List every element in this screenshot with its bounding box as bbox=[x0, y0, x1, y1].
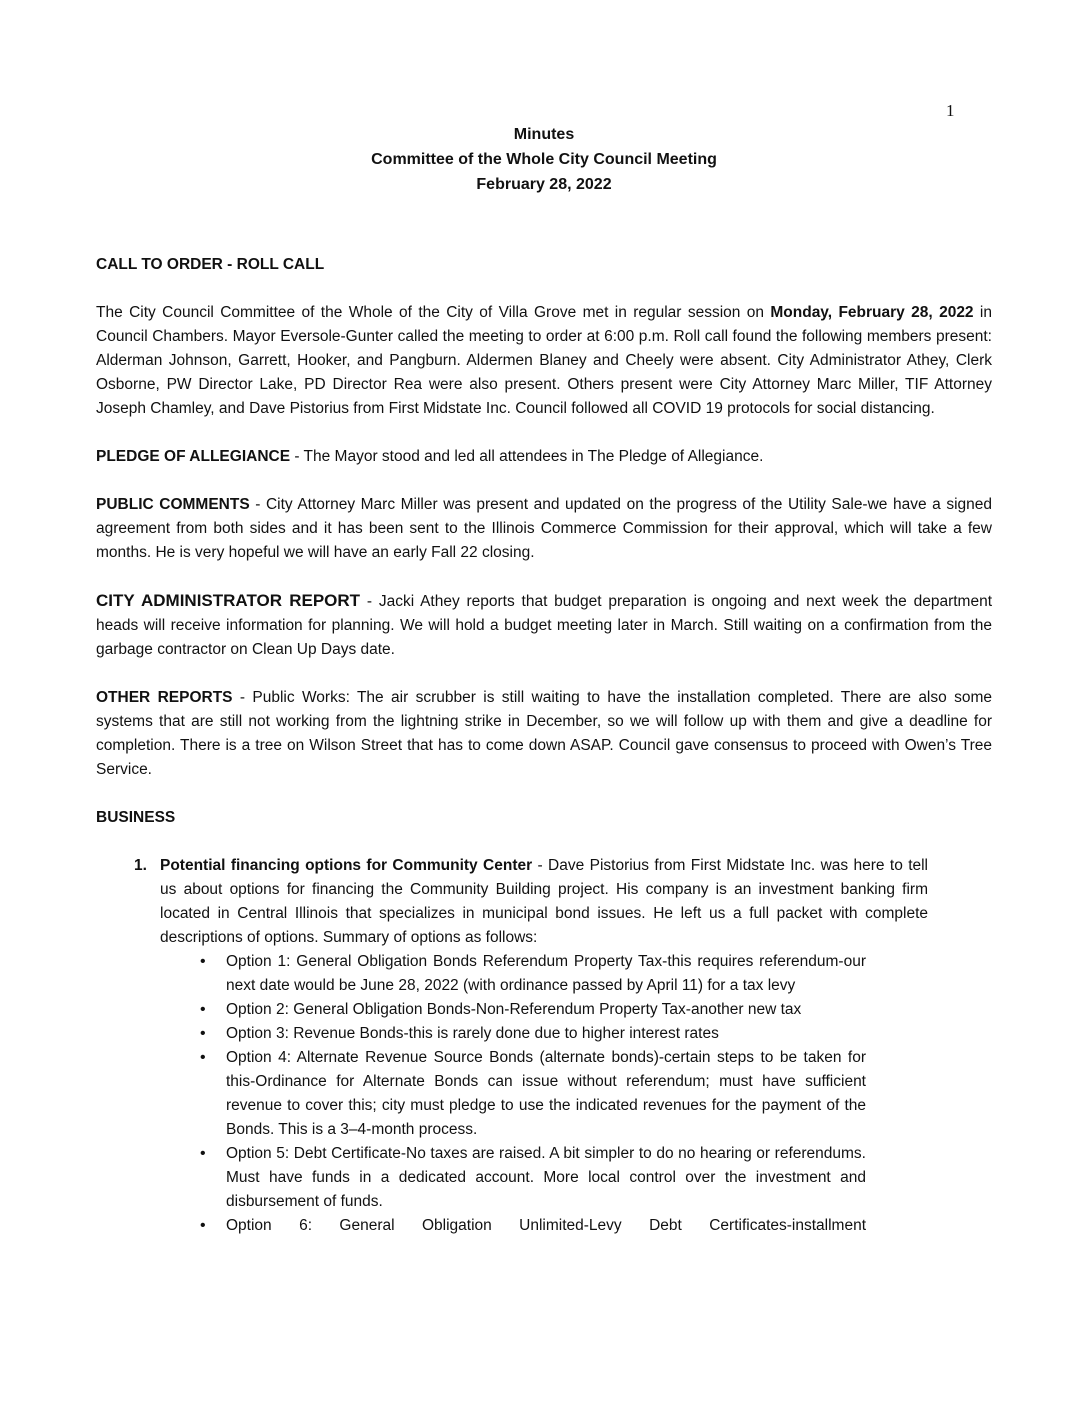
other-reports-label: OTHER REPORTS bbox=[96, 689, 233, 706]
business-item bbox=[134, 854, 929, 1238]
city-admin-report-paragraph bbox=[96, 589, 992, 662]
option-item: • Option 6: General Obligation Unlimited-Levy Debt Certificates-installment bbox=[226, 1214, 866, 1238]
call-to-order-paragraph bbox=[96, 301, 992, 421]
meeting-date-bold: Monday, February 28, 2022 bbox=[770, 304, 974, 321]
other-reports-paragraph bbox=[96, 686, 992, 782]
city-admin-report-text: - Jacki Athey reports that budget preparation is ongoing and next week the department heads will receive information for planning. We will hold a budget meeting later in March. Still waiting on a confirmation from the garbage contractor on Clean Up Days date. bbox=[96, 593, 992, 658]
minutes-body bbox=[96, 253, 992, 1238]
public-comments-paragraph bbox=[96, 493, 992, 565]
business-list bbox=[96, 854, 992, 1238]
page-number: 1 bbox=[946, 101, 955, 120]
document-title bbox=[0, 122, 1088, 197]
title-line-2: Committee of the Whole City Council Meeting bbox=[371, 151, 717, 168]
other-reports-text: - Public Works: The air scrubber is still waiting to have the installation completed. There are also some systems that are still not working from the lightning strike in December, so we will follow up with them and give a deadline for completion. There is a tree on Wilson Street that has to come down ASAP. Council gave consensus to proceed with Owen’s Tree Service. bbox=[96, 689, 992, 778]
title-line-3: February 28, 2022 bbox=[476, 176, 612, 193]
public-comments-text: - City Attorney Marc Miller was present and updated on the progress of the Utility Sale-we have a signed agreement from both sides and it has been sent to the Illinois Commerce Commission for their approval, which will take a few months. He is very hopeful we will have an early Fall 22 closing. bbox=[96, 496, 992, 561]
option-item: • Option 4: Alternate Revenue Source Bonds (alternate bonds)-certain steps to be taken for this-Ordinance for Alternate Bonds can issue without referendum; must have sufficient revenue to cover this; city must pledge to use the indicated revenues for the payment of the Bonds. This is a 3–4-month process. bbox=[226, 1046, 866, 1142]
public-comments-label: PUBLIC COMMENTS bbox=[96, 496, 250, 513]
option-item: • Option 1: General Obligation Bonds Referendum Property Tax-this requires referendum-our next date would be June 28, 2022 (with ordinance passed by April 11) for a tax levy bbox=[226, 950, 866, 998]
business-item-number: 1. bbox=[134, 857, 147, 874]
pledge-paragraph bbox=[96, 445, 992, 469]
pledge-text: - The Mayor stood and led all attendees in The Pledge of Allegiance. bbox=[290, 448, 764, 465]
call-to-order-text-b: in Council Chambers. Mayor Eversole-Gunter called the meeting to order at 6:00 p.m. Roll call found the following members present: Alderman Johnson, Garrett, Hooker, and Pangburn. Aldermen Blaney and Cheely were absent. City Administrator Athey, Clerk Osborne, PW Director Lake, PD Director Rea were also present. Others present were City Attorney Marc Miller, TIF Attorney Joseph Chamley, and Dave Pistorius from First Midstate Inc. Council followed all COVID 19 protocols for social distancing. bbox=[96, 304, 992, 417]
financing-options-list bbox=[160, 950, 866, 1238]
option-item: • Option 2: General Obligation Bonds-Non-Referendum Property Tax-another new tax bbox=[226, 998, 866, 1022]
call-to-order-text-a: The City Council Committee of the Whole of the City of Villa Grove met in regular session on bbox=[96, 304, 771, 321]
business-heading: BUSINESS bbox=[96, 809, 176, 826]
option-item: • Option 3: Revenue Bonds-this is rarely done due to higher interest rates bbox=[226, 1022, 866, 1046]
option-item: • Option 5: Debt Certificate-No taxes are raised. A bit simpler to do no hearing or referendums. Must have funds in a dedicated account. More local control over the investment and disbursement of funds. bbox=[226, 1142, 866, 1214]
business-item-text: - Dave Pistorius from First Midstate Inc. was here to tell us about options for financing the Community Building project. His company is an investment banking firm located in Central Illinois that specializes in municipal bond issues. He left us a full packet with complete descriptions of options. Summary of options as follows: bbox=[160, 857, 929, 946]
call-to-order-heading: CALL TO ORDER - ROLL CALL bbox=[96, 256, 325, 273]
business-item-label: Potential financing options for Community Center bbox=[160, 857, 533, 874]
title-line-1: Minutes bbox=[513, 126, 575, 143]
city-admin-report-label: CITY ADMINISTRATOR REPORT bbox=[96, 591, 361, 610]
pledge-label: PLEDGE OF ALLEGIANCE bbox=[96, 448, 291, 465]
